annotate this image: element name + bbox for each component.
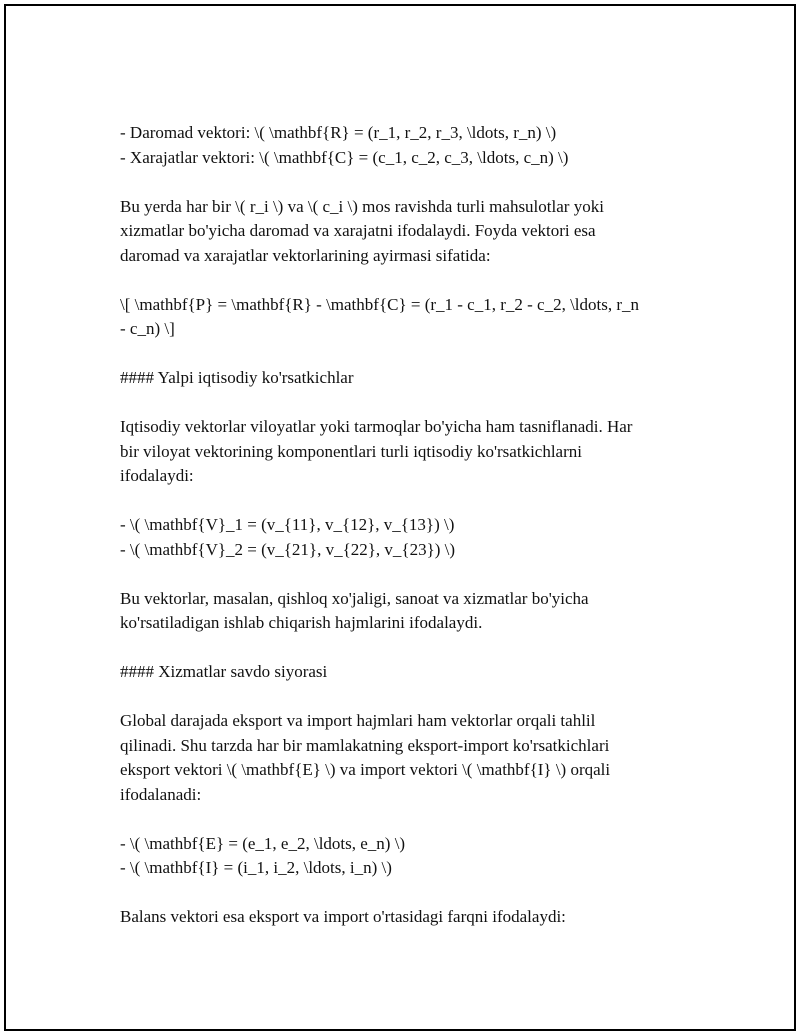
section-heading: #### Yalpi iqtisodiy ko'rsatkichlar [120,368,354,387]
paragraph-line: bir viloyat vektorining komponentlari turli iqtisodiy ko'rsatkichlarni [120,441,582,461]
blank-line [120,391,690,416]
blank-line [120,881,690,906]
paragraph-line: Bu vektorlar, masalan, qishloq xo'jaligi, sanoat va xizmatlar bo'yicha [120,588,589,608]
paragraph-line: qilinadi. Shu tarzda har bir mamlakatning eksport-import ko'rsatkichlari [120,735,610,755]
paragraph-line: Global darajada eksport va import hajmlari ham vektorlar orqali tahlil [120,711,596,730]
paragraph-line: xizmatlar bo'yicha daromad va xarajatni ifodalaydi. Foyda vektori esa [120,221,596,240]
formula-line: \[ \mathbf{P} = \mathbf{R} - \mathbf{C} = (r_1 - c_1, r_2 - c_2, \ldots, r_n [120,294,640,314]
paragraph-line: Bu yerda har bir \( r_i \) va \( c_i \) mos ravishda turli mahsulotlar yoki [120,196,604,216]
list-item-import-vector: - \( \mathbf{I} = (i_1, i_2, \ldots, i_n) \) [120,858,392,877]
paragraph-line: ko'rsatiladigan ishlab chiqarish hajmlarini ifodalaydi. [120,613,483,632]
paragraph-line: Balans vektori esa eksport va import o'rtasidagi farqni ifodalaydi: [120,907,566,926]
paragraph-line: eksport vektori \( \mathbf{E} \) va import vektori \( \mathbf{I} \) orqali [120,760,611,779]
paragraph-line: daromad va xarajatlar vektorlarining ayirmasi sifatida: [120,245,491,265]
formula-line: - c_n) \] [120,319,175,338]
paragraph-line: ifodalanadi: [120,784,202,804]
section-heading: #### Xizmatlar savdo siyorasi [120,662,328,681]
blank-line [120,342,690,367]
paragraph-line: Iqtisodiy vektorlar viloyatlar yoki tarmoqlar bo'yicha ham tasniflanadi. Har [120,417,633,436]
list-item-export-vector: - \( \mathbf{E} = (e_1, e_2, \ldots, e_n) \) [120,833,406,853]
blank-line [120,489,690,514]
list-item-region-vector: - \( \mathbf{V}_2 = (v_{21}, v_{22}, v_{23}) \) [120,539,456,559]
list-item-cost-vector: - Xarajatlar vektori: \( \mathbf{C} = (c_1, c_2, c_3, \ldots, c_n) \) [120,147,569,167]
blank-line [120,562,690,587]
blank-line [120,807,690,832]
list-item-region-vector: - \( \mathbf{V}_1 = (v_{11}, v_{12}, v_{13}) \) [120,515,455,534]
blank-line [120,636,690,661]
blank-line [120,685,690,710]
page-frame [4,4,796,1031]
blank-line [120,170,690,195]
list-item-revenue-vector: - Daromad vektori: \( \mathbf{R} = (r_1, r_2, r_3, \ldots, r_n) \) [120,123,557,142]
blank-line [120,268,690,293]
document-body [120,121,690,930]
paragraph-line: ifodalaydi: [120,466,194,485]
